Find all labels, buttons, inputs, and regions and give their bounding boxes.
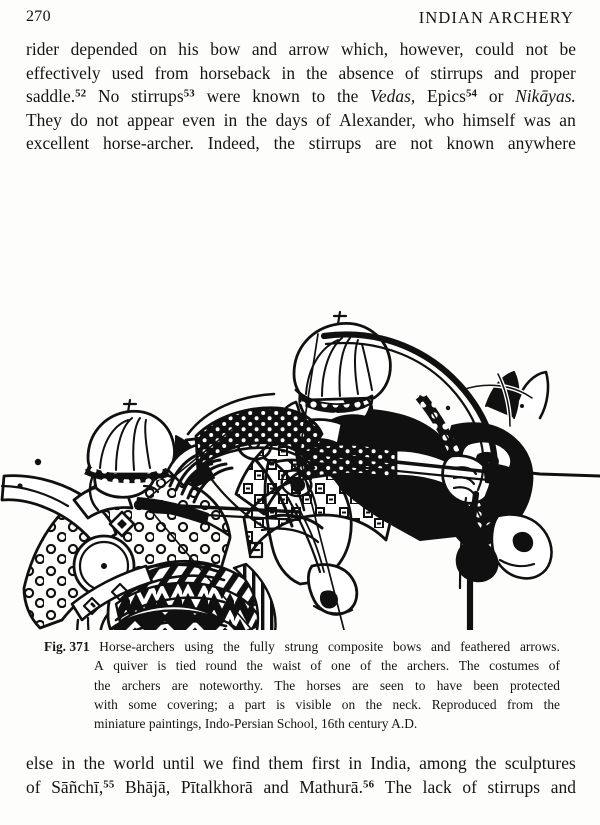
word: and xyxy=(251,39,278,59)
caption-source-text: miniature paintings, Indo-Persian School, 16th century A.D. xyxy=(94,716,418,732)
footnote-marker: 55 xyxy=(103,777,115,790)
word: of xyxy=(462,776,477,797)
word: The xyxy=(274,677,296,693)
word: the xyxy=(336,86,359,107)
word: from xyxy=(154,62,189,83)
word: of xyxy=(548,658,560,674)
word: been xyxy=(473,677,499,693)
text-line xyxy=(26,776,576,800)
word: quiver xyxy=(113,658,148,674)
word: the xyxy=(380,658,398,674)
figure-371-illustration xyxy=(0,168,600,630)
word: world xyxy=(113,753,155,773)
word: who xyxy=(424,109,455,130)
word: Horse-archers xyxy=(99,639,175,654)
page-folio-number: 270 xyxy=(26,8,51,25)
word: The xyxy=(384,776,412,797)
word: not xyxy=(410,133,433,154)
word: among xyxy=(419,753,467,773)
word: even xyxy=(182,109,216,130)
figure-label: Fig. 371 xyxy=(44,639,90,654)
word: are xyxy=(375,133,397,154)
word: on xyxy=(341,696,356,712)
word: Sāñchī, xyxy=(51,776,104,797)
word: archers xyxy=(121,677,161,693)
word: horseback xyxy=(199,62,271,83)
word: not xyxy=(525,39,548,59)
word: first xyxy=(311,753,340,773)
word: arrow xyxy=(288,39,330,59)
word: in xyxy=(348,753,362,773)
word: be xyxy=(559,39,576,59)
word: Reproduced xyxy=(431,696,497,712)
word: of xyxy=(316,109,331,130)
word: of xyxy=(360,658,372,674)
word: rider xyxy=(26,39,60,59)
word: find xyxy=(231,753,261,773)
word: them xyxy=(268,753,304,773)
top-paragraph-text xyxy=(26,38,576,156)
word: is xyxy=(276,696,286,712)
word: which, xyxy=(341,39,389,59)
word: seen xyxy=(379,677,404,693)
word: and xyxy=(550,776,576,797)
word: noteworthy. xyxy=(199,677,264,693)
word: of xyxy=(26,776,41,797)
word: days xyxy=(275,109,308,130)
word: Indeed, xyxy=(207,133,260,154)
word: stirrups xyxy=(487,776,541,797)
bottom-paragraph xyxy=(26,752,576,799)
word: Mathurā. xyxy=(299,776,363,797)
word: tied xyxy=(175,658,196,674)
word: the xyxy=(83,753,106,773)
word: covering; xyxy=(167,696,218,712)
word: his xyxy=(178,39,199,59)
text-line xyxy=(26,132,576,156)
word-with-footnote xyxy=(427,85,477,109)
italic-term-nikayas: Nikāyas. xyxy=(515,86,576,107)
word: however, xyxy=(399,39,464,59)
word-with-footnote xyxy=(131,85,195,109)
word: neck. xyxy=(392,696,422,712)
word: round xyxy=(205,658,237,674)
word: were xyxy=(206,86,241,107)
word: horses xyxy=(306,677,341,693)
word: to xyxy=(311,86,326,107)
word: composite xyxy=(327,639,384,654)
horse-archers-line-drawing xyxy=(0,168,600,630)
word: a xyxy=(228,696,235,712)
word: feathered xyxy=(460,639,511,654)
word: India, xyxy=(370,753,411,773)
word: excellent xyxy=(26,133,90,154)
word: in xyxy=(61,753,76,773)
running-head xyxy=(26,8,574,30)
illustration-ink xyxy=(2,312,600,630)
word: A xyxy=(94,658,104,674)
word: are xyxy=(352,677,369,693)
word: lack xyxy=(422,776,452,797)
text-line xyxy=(26,752,576,776)
word: No xyxy=(98,86,120,107)
word-with-footnote xyxy=(299,776,374,800)
word: depended xyxy=(70,39,138,59)
word: of xyxy=(404,62,420,83)
word: else xyxy=(26,753,54,773)
word: the xyxy=(223,639,240,654)
text-line xyxy=(26,85,576,109)
footnote-marker: 52 xyxy=(75,87,87,100)
word: costumes xyxy=(489,658,540,674)
word: are xyxy=(171,677,189,693)
word: or xyxy=(488,86,504,107)
word: Epics xyxy=(427,86,466,107)
word: on xyxy=(149,39,167,59)
word: was xyxy=(523,109,551,130)
word: in xyxy=(223,109,238,130)
word: the xyxy=(306,62,328,83)
word: of xyxy=(310,658,322,674)
word: Bhājā, xyxy=(125,776,171,797)
word: effectively xyxy=(26,62,101,83)
word: with xyxy=(94,696,118,712)
word: known xyxy=(252,86,300,107)
word: part xyxy=(244,696,266,712)
word: could xyxy=(475,39,515,59)
text-line xyxy=(26,109,576,133)
word: used xyxy=(111,62,144,83)
word: the xyxy=(94,677,111,693)
word: strung xyxy=(284,639,319,654)
word: not xyxy=(96,109,119,130)
footnote-marker: 54 xyxy=(465,87,478,100)
word: They xyxy=(26,109,62,130)
word: stirrups xyxy=(430,62,483,83)
word: arrows. xyxy=(519,639,560,654)
word: in xyxy=(281,62,296,83)
word: until xyxy=(162,753,195,773)
word: horse-archer. xyxy=(103,133,194,154)
footnote-marker: 56 xyxy=(362,777,375,790)
word: the xyxy=(543,696,560,712)
word: we xyxy=(203,753,224,773)
italic-term-vedas: Vedas, xyxy=(370,86,416,107)
caption-line xyxy=(44,714,560,733)
caption-line xyxy=(44,656,560,675)
word: archers. xyxy=(406,658,450,674)
text-line xyxy=(26,38,576,62)
word: bows xyxy=(392,639,422,654)
word: using xyxy=(184,639,214,654)
word: the xyxy=(245,109,268,130)
word: Pītalkhorā xyxy=(180,776,253,797)
word: appear xyxy=(127,109,174,130)
word: protected xyxy=(509,677,560,693)
word: and xyxy=(493,62,520,83)
caption-line xyxy=(44,695,560,714)
word: bow xyxy=(210,39,241,59)
word: saddle. xyxy=(26,86,76,107)
caption-line xyxy=(44,676,560,695)
word: from xyxy=(507,696,534,712)
word: stirrups xyxy=(308,133,362,154)
word: to xyxy=(414,677,426,693)
word: and xyxy=(263,776,289,797)
caption-line xyxy=(44,637,560,656)
word: is xyxy=(157,658,167,674)
word: absence xyxy=(338,62,394,83)
footnote-marker: 53 xyxy=(183,87,195,100)
word: waist xyxy=(272,658,301,674)
word: the xyxy=(273,133,295,154)
text-line xyxy=(26,62,576,86)
word-with-footnote xyxy=(26,85,86,109)
word: proper xyxy=(530,62,576,83)
word: anywhere xyxy=(507,133,576,154)
word: have xyxy=(436,677,463,693)
word-with-footnote xyxy=(51,776,114,800)
word: known xyxy=(446,133,495,154)
word: stirrups xyxy=(131,86,184,107)
word: and xyxy=(431,639,451,654)
word: an xyxy=(559,109,576,130)
word: one xyxy=(331,658,351,674)
running-head-title: INDIAN ARCHERY xyxy=(418,8,574,27)
word: himself xyxy=(462,109,516,130)
word: fully xyxy=(249,639,275,654)
word: The xyxy=(458,658,480,674)
figure-caption xyxy=(44,637,560,733)
word: visible xyxy=(295,696,332,712)
top-paragraph xyxy=(26,38,576,156)
word: the xyxy=(246,658,263,674)
word: some xyxy=(128,696,157,712)
word: Alexander, xyxy=(339,109,416,130)
word: the xyxy=(365,696,383,712)
word: do xyxy=(70,109,88,130)
word: the xyxy=(475,753,497,773)
bottom-paragraph-text xyxy=(26,752,576,799)
word: sculptures xyxy=(504,753,576,773)
